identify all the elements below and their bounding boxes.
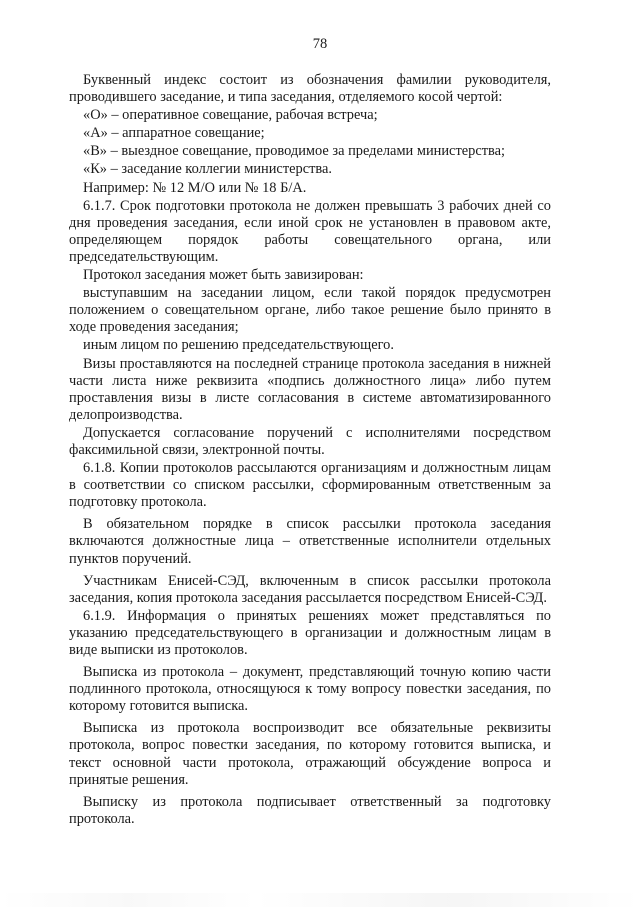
paragraph: Буквенный индекс состоит из обозначения фамилии руководителя, проводившего заседание, и типа заседания, отделяемого косой чертой: [69, 72, 551, 106]
paragraph: Визы проставляются на последней странице протокола заседания в нижней части листа ниже реквизита «подпись должностного лица» либо путем проставления визы в листе согласования в системе автоматизированного делопроизводства. [69, 355, 551, 423]
paragraph: Например: № 12 М/О или № 18 Б/А. [83, 179, 307, 196]
paragraph: Участникам Енисей-СЭД, включенным в список рассылки протокола заседания, копия протокола заседания рассылается посредством Енисей-СЭД. [69, 572, 551, 606]
page-number: 78 [312, 36, 328, 52]
paragraph: «К» – заседание коллегии министерства. [83, 161, 332, 178]
paragraph: выступавшим на заседании лицом, если такой порядок предусмотрен положением о совещательном органе, либо такое решение было принято в ходе проведения заседания; [69, 285, 551, 336]
paragraph: 6.1.8. Копии протоколов рассылаются организациям и должностным лицам в соответствии со списком рассылки, сформированным ответственным за подготовку протокола. [69, 460, 551, 511]
paragraph: 6.1.7. Срок подготовки протокола не должен превышать 3 рабочих дней со дня проведения заседания, если иной срок не установлен в правовом акте, определяющем порядок работы совещательного органа, или председательствующим. [69, 197, 551, 265]
scan-edge [0, 893, 640, 907]
paragraph: Допускается согласование поручений с исполнителями посредством факсимильной связи, электронной почты. [69, 424, 551, 458]
paragraph: Протокол заседания может быть завизирован: [83, 267, 364, 284]
paragraph: иным лицом по решению председательствующего. [83, 337, 394, 354]
paragraph: «В» – выездное совещание, проводимое за пределами министерства; [83, 143, 505, 160]
paragraph: 6.1.9. Информация о принятых решениях может представляться по указанию председательствующего в организации и должностным лицам в виде выписки из протоколов. [69, 607, 551, 658]
paragraph: Выписка из протокола – документ, представляющий точную копию части подлинного протокола, относящуюся к тому вопросу повестки заседания, по которому готовится выписка. [69, 664, 551, 715]
paragraph: «А» – аппаратное совещание; [83, 125, 265, 142]
paragraph: «О» – оперативное совещание, рабочая встреча; [83, 107, 378, 124]
paragraph: Выписку из протокола подписывает ответственный за подготовку протокола. [69, 793, 551, 827]
paragraph: Выписка из протокола воспроизводит все обязательные реквизиты протокола, вопрос повестки заседания, по которому готовится выписка, и текст основной части протокола, отражающий обсуждение вопроса и принятые решения. [69, 720, 551, 788]
body-text [69, 72, 551, 829]
paragraph: В обязательном порядке в список рассылки протокола заседания включаются должностные лица – ответственные исполнители отдельных пунктов поручений. [69, 516, 551, 567]
